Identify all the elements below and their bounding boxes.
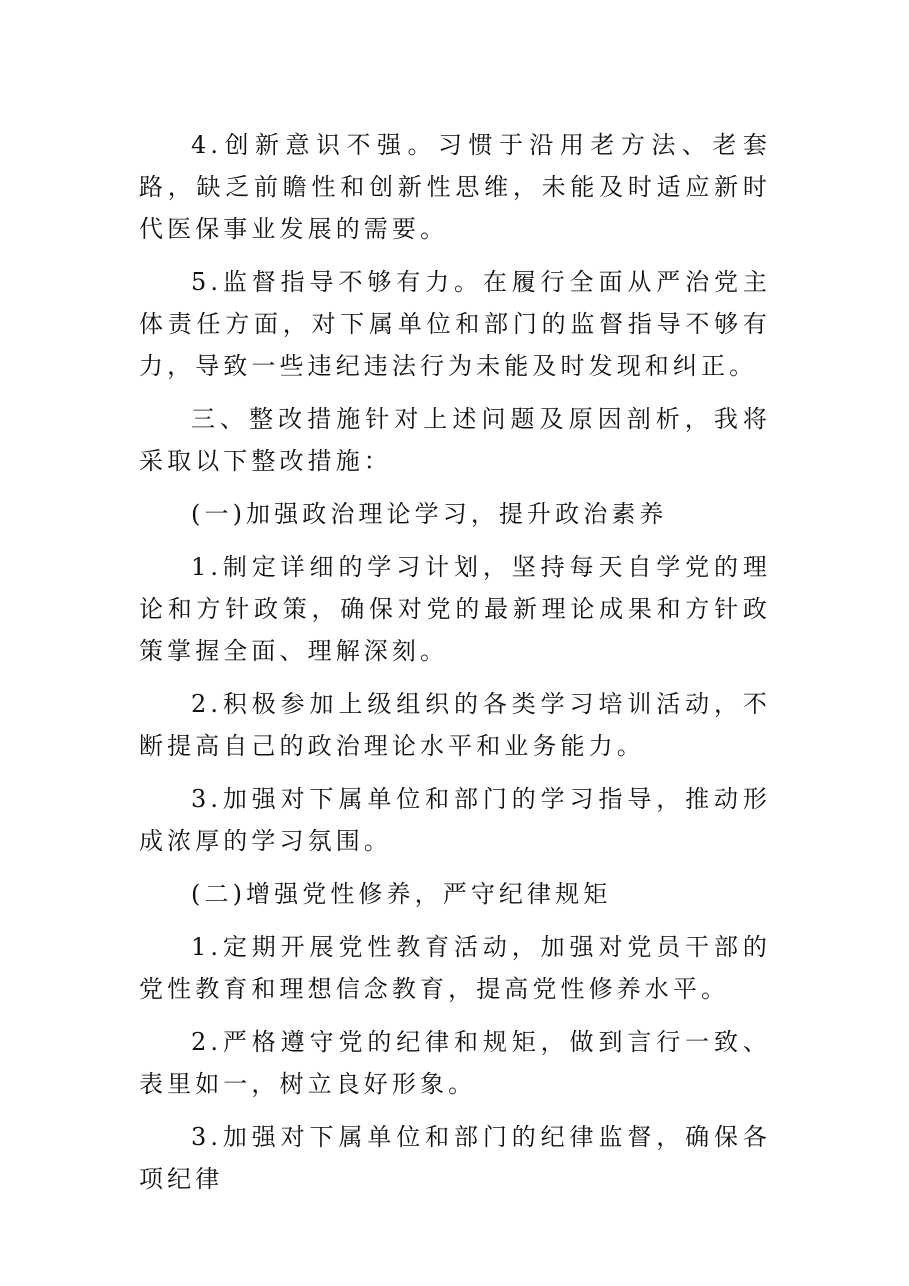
paragraph-measure-2-3: 3.加强对下属单位和部门的纪律监督，确保各项纪律 (139, 1123, 771, 1193)
paragraph-measure-1-1: 1.制定详细的学习计划，坚持每天自学党的理论和方针政策，确保对党的最新理论成果和方针政策掌握全面、理解深刻。 (139, 553, 771, 665)
paragraph-measure-2-2: 2.严格遵守党的纪律和规矩，做到言行一致、表里如一，树立良好形象。 (139, 1028, 771, 1098)
paragraph-item-4-innovation: 4.创新意识不强。习惯于沿用老方法、老套路，缺乏前瞻性和创新性思维，未能及时适应新时代医保事业发展的需要。 (139, 131, 771, 243)
subsection-heading-2: (二)增强党性修养，严守纪律规矩 (191, 880, 612, 908)
paragraph-measure-1-2: 2.积极参加上级组织的各类学习培训活动，不断提高自己的政治理论水平和业务能力。 (139, 690, 771, 760)
section-heading-rectification: 三、整改措施针对上述问题及原因剖析，我将采取以下整改措施： (139, 405, 771, 475)
paragraph-measure-2-1: 1.定期开展党性教育活动，加强对党员干部的党性教育和理想信念教育，提高党性修养水平。 (139, 933, 771, 1003)
subsection-heading-1: (一)加强政治理论学习，提升政治素养 (191, 500, 668, 528)
paragraph-measure-1-3: 3.加强对下属单位和部门的学习指导，推动形成浓厚的学习氛围。 (139, 785, 771, 855)
paragraph-item-5-supervision: 5.监督指导不够有力。在履行全面从严治党主体责任方面，对下属单位和部门的监督指导不够有力，导致一些违纪违法行为未能及时发现和纠正。 (139, 268, 771, 380)
document-body (139, 124, 771, 1211)
